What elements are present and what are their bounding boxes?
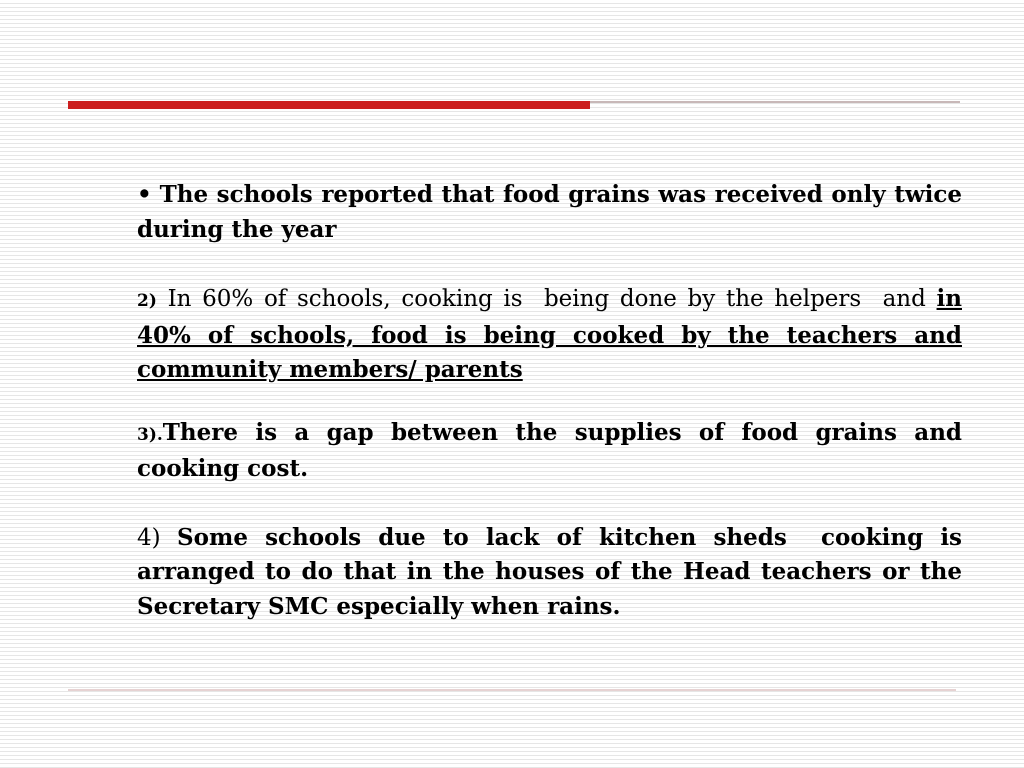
paragraph-cooking-share — [137, 282, 962, 388]
paragraph-text: There is a gap between the supplies of food grains and cooking cost. — [137, 418, 962, 482]
paragraph-emphasis-text: in 40% of schools, food is being cooked by the teachers and community members/ parents — [137, 285, 962, 383]
paragraph-food-grains — [137, 178, 962, 247]
slide-body — [137, 178, 971, 624]
paragraph-text: Some schools due to lack of kitchen sheds cooking is arranged to do that in the houses of the Head teachers or the Secretary SMC especially when rains. — [137, 523, 971, 620]
paragraph-kitchen-sheds — [137, 521, 971, 625]
paragraph-number: 4) — [137, 524, 161, 551]
paragraph-number: 3). — [137, 424, 163, 445]
footer-divider-line — [68, 689, 956, 691]
paragraph-supply-gap — [137, 416, 962, 487]
paragraph-number: 2) — [137, 291, 157, 311]
header-accent-bar — [68, 101, 590, 109]
paragraph-text: In 60% of schools, cooking is being done by the helpers and — [167, 286, 926, 312]
header-divider-line — [590, 101, 960, 103]
bullet-marker: • — [137, 181, 152, 208]
paragraph-text: The schools reported that food grains was received only twice during the year — [137, 181, 962, 243]
